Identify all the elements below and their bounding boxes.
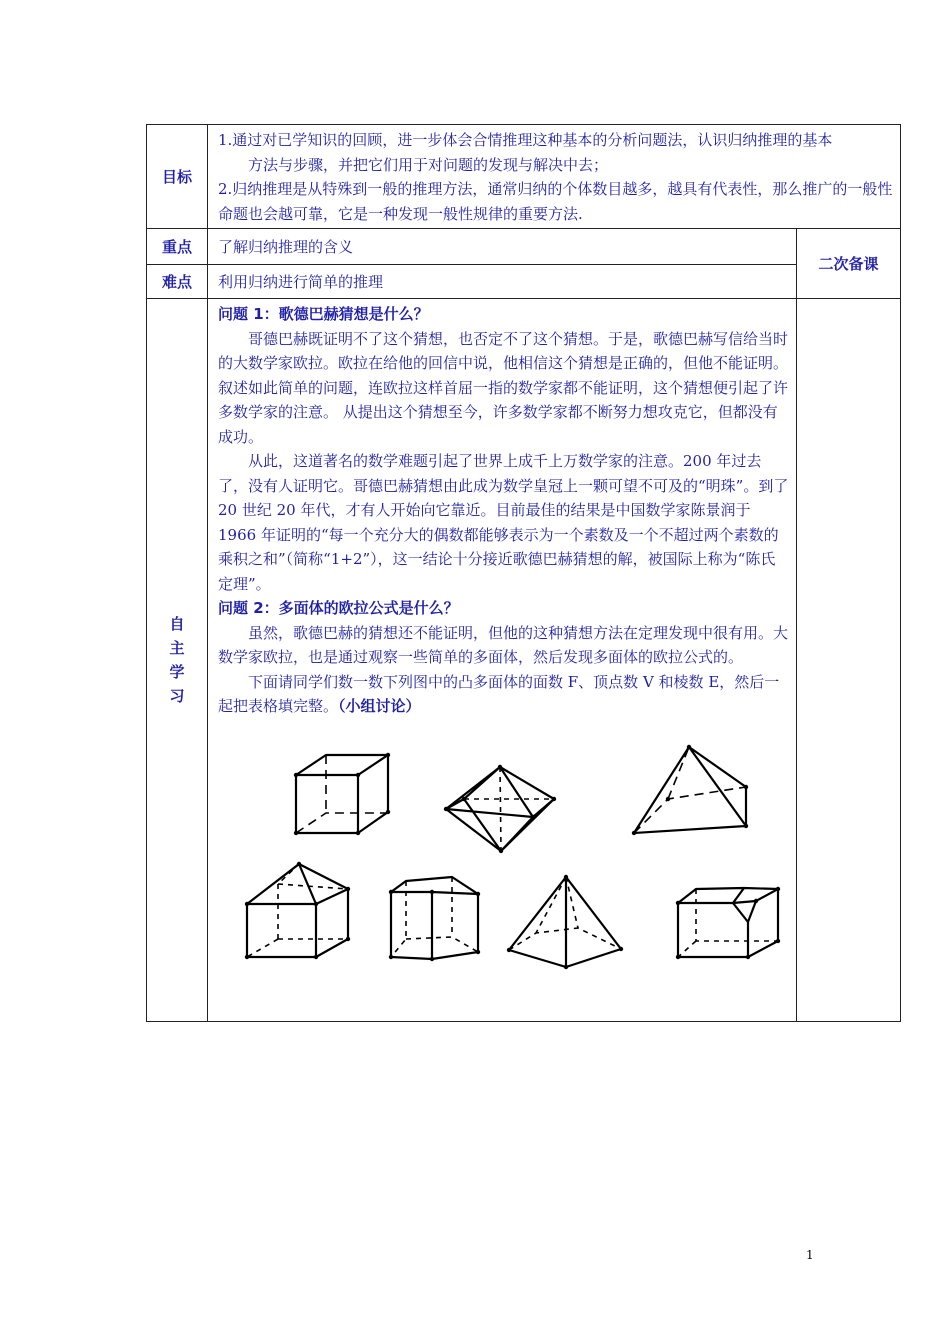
group-discussion-note: （小组讨论） <box>338 697 421 715</box>
truncated-cube-figure <box>678 888 778 957</box>
question-2-instruction: 下面请同学们数一数下列图中的凸多面体的面数 F、顶点数 V 和棱数 E，然后一起把表格填完整。 <box>218 672 780 715</box>
goal-item-1-continued: 方法与步骤，并把它们用于对问题的发现与解决中去； <box>248 155 609 174</box>
question-1-paragraph-1: 哥德巴赫既证明不了这个猜想，也否定不了这个猜想。于是，歌德巴赫写信给当时的大数学家欧拉。欧拉在给他的回信中说，他相信这个猜想是正确的，但他不能证明。叙述如此简单的问题，连欧拉这样首屈一指的数学家都不能证明，这个猜想便引起了许多数学家的注意。 从提出这个猜想至今，许多数学家都不断努力想攻克它，但都没有成功。 <box>218 329 789 446</box>
second-prep-label: 二次备课 <box>797 229 901 299</box>
goal-item-1: 1.通过对已学知识的回顾，进一步体会合情推理这种基本的分析问题法，认识归纳推理的基本 <box>218 131 833 149</box>
goal-item-2: 2.归纳推理是从特殊到一般的推理方法，通常归纳的个体数目越多，越具有代表性，那么推广的一般性命题也会越可靠，它是一种发现一般性规律的重要方法. <box>218 180 893 223</box>
question-1-paragraph-2: 从此，这道著名的数学难题引起了世界上成千上万数学家的注意。200 年过去了，没有人证明它。哥德巴赫猜想由此成为数学皇冠上一颗可望不可及的“明珠”。到了 20 世纪 20 年代，才有人开始向它靠近。目前最佳的结果是中国数学家陈景润于 1966 年证明的“每一个充分大的偶数都能够表示为一个素数及一个不超过两个素数的乘积之和”（简称“1+2”），这一结论十分接近歌德巴赫猜想的解，被国际上称为“陈氏定理”。 <box>218 452 789 593</box>
self-study-char: 主 <box>169 639 185 657</box>
question-1-title: 问题 1：歌德巴赫猜想是什么？ <box>218 305 429 323</box>
cube-figure <box>296 755 388 833</box>
difficulty-text: 利用归纳进行简单的推理 <box>208 265 797 299</box>
pentagonal-prism-figure <box>391 877 478 959</box>
house-prism-figure <box>247 864 348 957</box>
pentagonal-pyramid-figure <box>509 877 621 967</box>
key-point-text: 了解归纳推理的含义 <box>208 229 797 265</box>
difficulty-label: 难点 <box>147 265 208 299</box>
second-prep-notes-area <box>797 299 901 1022</box>
goal-label: 目标 <box>147 125 208 229</box>
page-number: 1 <box>806 1248 814 1262</box>
pyramid-figure <box>634 747 746 833</box>
question-2-paragraph-1: 虽然，歌德巴赫的猜想还不能证明，但他的这种猜想方法在定理发现中很有用。大数学家欧拉，也是通过观察一些简单的多面体，然后发现多面体的欧拉公式的。 <box>218 623 789 666</box>
polyhedra-figures <box>218 727 790 977</box>
key-point-label: 重点 <box>147 229 208 265</box>
question-2-paragraph-2 <box>218 670 790 719</box>
octahedron-figure <box>446 767 554 851</box>
lesson-plan-table <box>146 124 901 1022</box>
self-study-char: 自 <box>169 615 185 633</box>
self-study-content <box>208 299 797 1022</box>
question-2-title: 问题 2：多面体的欧拉公式是什么？ <box>218 599 459 617</box>
self-study-label <box>147 299 208 1022</box>
goal-content <box>208 125 901 229</box>
self-study-char: 习 <box>169 687 185 705</box>
self-study-char: 学 <box>169 663 185 681</box>
